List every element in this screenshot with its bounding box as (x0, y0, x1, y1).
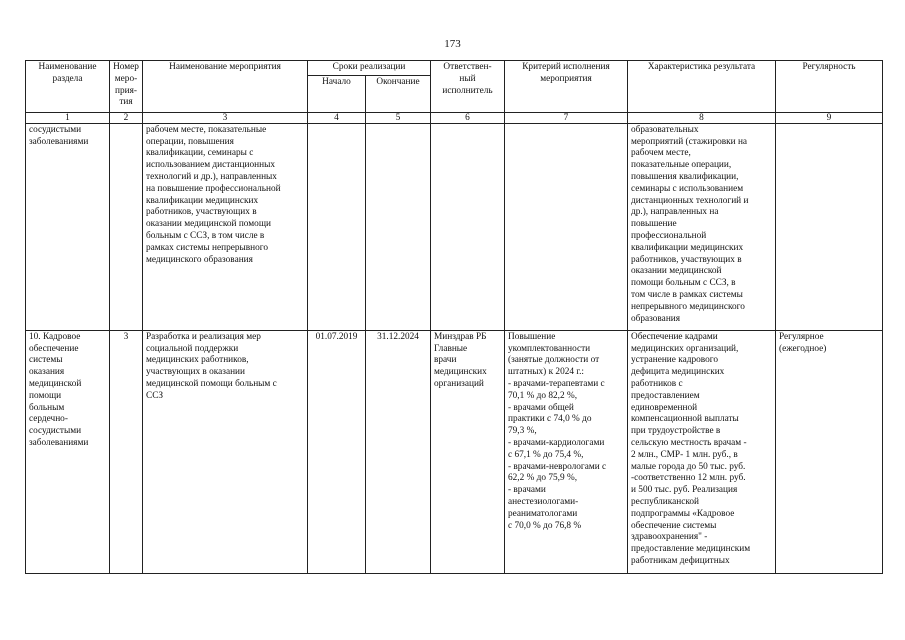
cell-measure: Разработка и реализация мер социальной поддержки медицинских работников, участвующих в оказании медицинской помощи больным с ССЗ (143, 330, 308, 573)
column-number: 3 (143, 112, 308, 123)
header-period: Сроки реализации (308, 61, 431, 76)
cell-start: 01.07.2019 (308, 330, 366, 573)
column-number: 9 (776, 112, 883, 123)
cell-end (366, 123, 431, 330)
cell-regularity (776, 123, 883, 330)
column-number: 8 (628, 112, 776, 123)
table-row (26, 123, 883, 330)
cell-executor: Минздрав РБ Главные врачи медицинских организаций (431, 330, 505, 573)
header-result: Характеристика результата (628, 61, 776, 113)
column-number: 6 (431, 112, 505, 123)
header-start: Начало (308, 75, 366, 112)
plan-table (25, 60, 883, 574)
header-measure-number: Номер меро- прия- тия (110, 61, 143, 113)
header-regularity: Регулярность (776, 61, 883, 113)
cell-result: Обеспечение кадрами медицинских организаций, устранение кадрового дефицита медицинских работников с предоставлением единовременной компенсационной выплаты при трудоустройстве в сельскую местность врачам - 2 млн., СМР- 1 млн. руб., в малые города до 50 тыс. руб. -соответственно 12 млн. руб. и 500 тыс. руб. Реализация республиканской подпрограммы «Кадровое обеспечение системы здравоохранения" - предоставление медицинским работникам дефицитных (628, 330, 776, 573)
header-end: Окончание (366, 75, 431, 112)
cell-section: 10. Кадровое обеспечение системы оказания медицинской помощи больным сердечно- сосудистыми заболеваниями (26, 330, 110, 573)
cell-criterion: Повышение укомплектованности (занятые должности от штатных) к 2024 г.: - врачами-терапевтами с 70,1 % до 82,2 %, - врачами общей практики с 74,0 % до 79,3 %, - врачами-кардиологами с 67,1 % до 75,4 %, - врачами-неврологами с 62,2 % до 75,9 %, - врачами анестезиологами- реаниматологами с 70,0 % до 76,8 % (505, 330, 628, 573)
cell-end: 31.12.2024 (366, 330, 431, 573)
cell-regularity: Регулярное (ежегодное) (776, 330, 883, 573)
header-section-name: Наименование раздела (26, 61, 110, 113)
cell-start (308, 123, 366, 330)
column-number: 1 (26, 112, 110, 123)
header-row (26, 61, 883, 76)
cell-number: 3 (110, 330, 143, 573)
column-number: 2 (110, 112, 143, 123)
column-number: 5 (366, 112, 431, 123)
page-number: 173 (444, 38, 461, 50)
table-row (26, 330, 883, 573)
cell-criterion (505, 123, 628, 330)
header-measure-name: Наименование мероприятия (143, 61, 308, 113)
cell-section: сосудистыми заболеваниями (26, 123, 110, 330)
column-number: 4 (308, 112, 366, 123)
cell-result: образовательных мероприятий (стажировки на рабочем месте, показательные операции, повышения квалификации, семинары с использованием дистанционных технологий и др.), направленных на повышение профессиональной квалификации медицинских работников, участвующих в оказании медицинской помощи больным с ССЗ, в том числе в рамках системы непрерывного медицинского образования (628, 123, 776, 330)
cell-executor (431, 123, 505, 330)
header-criterion: Критерий исполнения мероприятия (505, 61, 628, 113)
column-number: 7 (505, 112, 628, 123)
column-number-row (26, 112, 883, 123)
cell-measure: рабочем месте, показательные операции, повышения квалификации, семинары с использованием дистанционных технологий и др.), направленных на повышение профессиональной квалификации медицинских работников, участвующих в оказании медицинской помощи больным с ССЗ, в том числе в рамках системы непрерывного медицинского образования (143, 123, 308, 330)
header-executor: Ответствен- ный исполнитель (431, 61, 505, 113)
cell-number (110, 123, 143, 330)
